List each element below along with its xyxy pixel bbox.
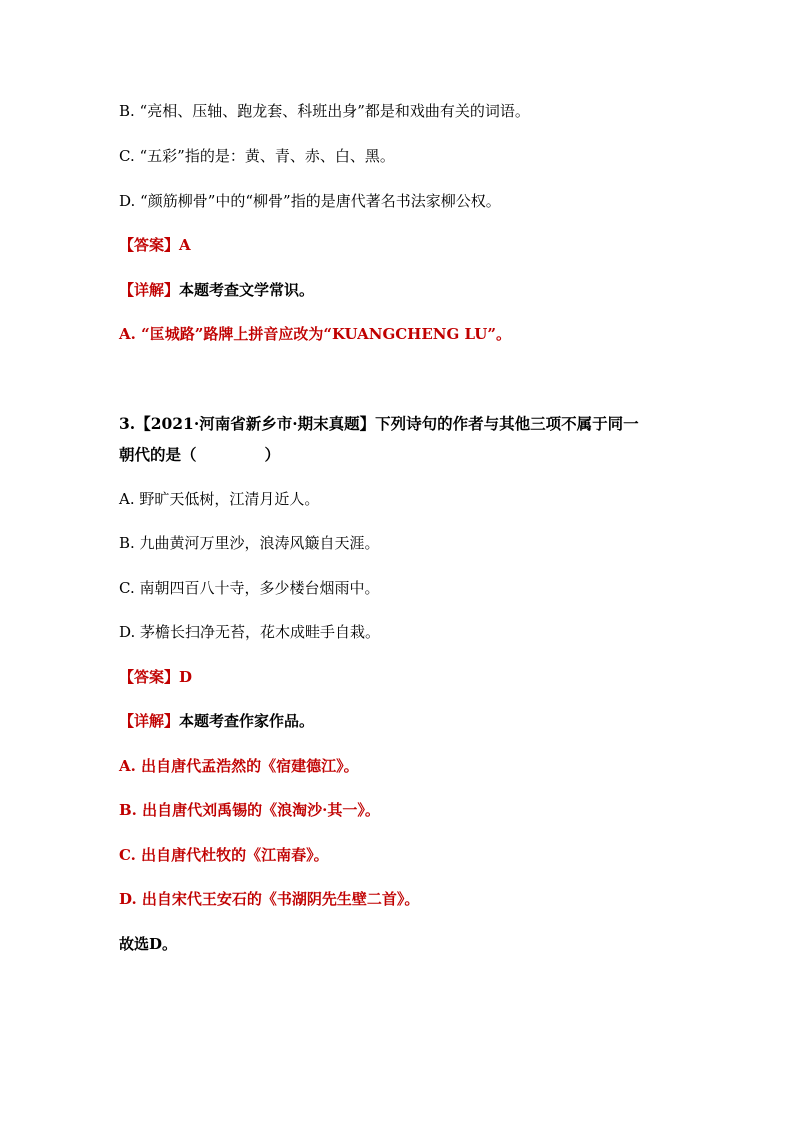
q3-option-a: A. 野旷天低树，江清月近人。	[119, 490, 320, 508]
q3-detail-tag: 【详解】	[119, 712, 180, 730]
q3-question-end: ）	[264, 445, 281, 464]
q3-option-d: D. 茅檐长扫净无苔，花木成畦手自栽。	[119, 623, 381, 641]
q2-option-b: B. “亮相、压轴、跑龙套、科班出身”都是和戏曲有关的词语。	[119, 102, 530, 120]
q3-detail-text: 本题考查作家作品。	[179, 712, 315, 730]
q3-detail-line	[119, 711, 314, 731]
q2-explanation-a: A. “匡城路”路牌上拼音应改为“KUANGCHENG LU”。	[119, 325, 511, 343]
q2-option-c: C. “五彩”指的是：黄、青、赤、白、黑。	[119, 147, 395, 165]
q3-conclusion: 故选D。	[119, 935, 178, 953]
q2-answer-line	[119, 235, 191, 255]
q2-detail-text: 本题考查文学常识。	[179, 281, 315, 299]
q3-option-b: B. 九曲黄河万里沙，浪涛风簸自天涯。	[119, 534, 380, 552]
q2-detail-tag: 【详解】	[119, 281, 180, 299]
q3-question-part2: 朝代的是（	[119, 445, 197, 464]
q3-explanation-b: B. 出自唐代刘禹锡的《浪淘沙·其一》。	[119, 801, 380, 819]
q2-answer-tag: 【答案】	[119, 236, 180, 254]
q3-explanation-d: D. 出自宋代王安石的《书湖阴先生壁二首》。	[119, 890, 420, 908]
q2-option-d: D. “颜筋柳骨”中的“柳骨”指的是唐代著名书法家柳公权。	[119, 192, 501, 210]
q3-answer-value: D	[179, 668, 193, 686]
q3-question-part1: 下列诗句的作者与其他三项不属于同一	[375, 414, 639, 433]
q3-option-c: C. 南朝四百八十寺，多少楼台烟雨中。	[119, 579, 380, 597]
q3-question-title	[119, 408, 679, 470]
q2-detail-line	[119, 280, 314, 300]
q3-number: 3.	[119, 414, 136, 433]
q3-source-tag: 【2021·河南省新乡市·期末真题】	[135, 414, 376, 433]
q2-answer-value: A	[179, 236, 191, 254]
q3-answer-line	[119, 667, 192, 687]
q3-explanation-c: C. 出自唐代杜牧的《江南春》。	[119, 846, 329, 864]
q3-explanation-a: A. 出自唐代孟浩然的《宿建德江》。	[119, 757, 359, 775]
q3-answer-tag: 【答案】	[119, 668, 180, 686]
